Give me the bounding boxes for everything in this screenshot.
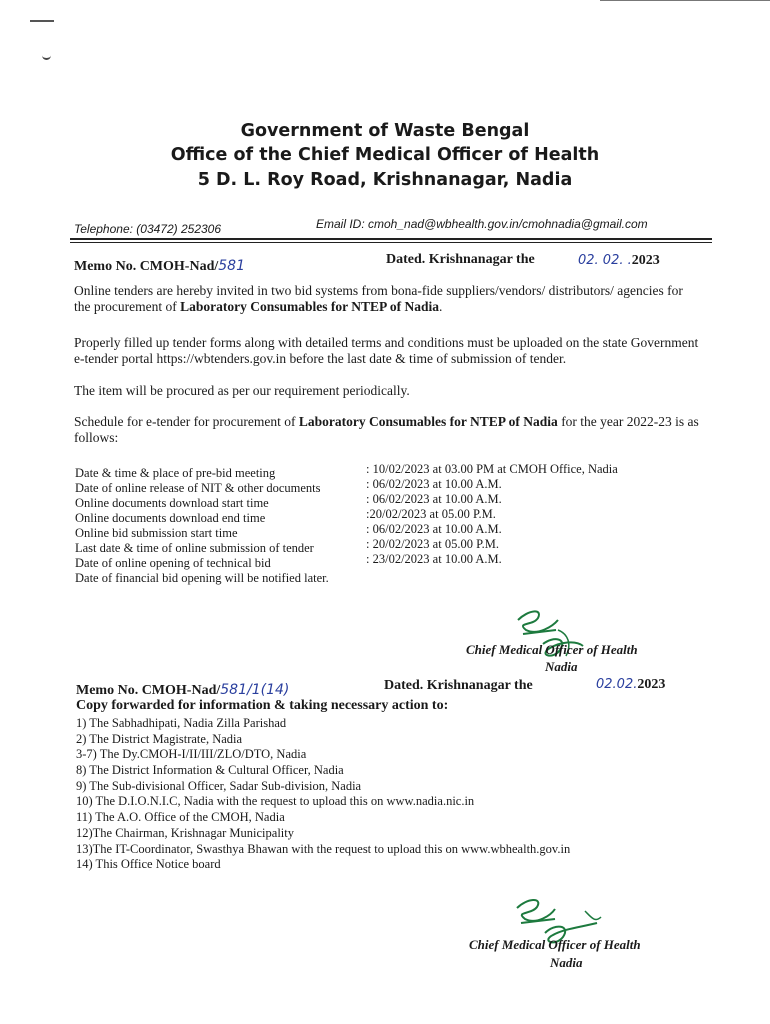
memo-prefix: Memo No. CMOH-Nad/ (74, 259, 219, 274)
p4-text: Schedule for e-tender for procurement of (74, 414, 299, 429)
p1-text: Online tenders are hereby invited in two bid systems from bona-fide suppliers/vendors/ distributors/ agencies for the procurement of (74, 283, 683, 314)
schedule-value: : 10/02/2023 at 03.00 PM at CMOH Office, Nadia (366, 462, 618, 476)
telephone: Telephone: (03472) 252306 (74, 222, 222, 236)
schedule-value: : 23/02/2023 at 10.00 A.M. (366, 552, 502, 566)
paragraph-procurement-note: The item will be procured as per our requirement periodically. (74, 383, 410, 398)
list-item: 10) The D.I.O.N.I.C, Nadia with the request to upload this on www.nadia.nic.in (76, 794, 475, 809)
memo-date-1 (578, 251, 660, 269)
schedule-label: Online documents download start time (75, 496, 269, 510)
paragraph-schedule-intro (74, 414, 702, 446)
schedule-value: : 20/02/2023 at 05.00 P.M. (366, 537, 499, 551)
list-item: 9) The Sub-divisional Officer, Sadar Sub-division, Nadia (76, 778, 362, 793)
schedule-value: :20/02/2023 at 05.00 P.M. (366, 507, 496, 521)
letterhead-line-1: Government of Waste Bengal (240, 121, 530, 141)
memo-number-handwritten: 581 (218, 258, 245, 274)
p4-end: for the year 2022-23 is as follows: (74, 414, 699, 445)
schedule-label: Online documents download end time (75, 511, 266, 525)
signature-title-2: Chief Medical Officer of Health (469, 937, 641, 952)
memo-date-label-1: Dated. Krishnanagar the (386, 252, 535, 267)
list-item: 8) The District Information & Cultural Officer, Nadia (76, 763, 344, 778)
list-item: 14) This Office Notice board (76, 857, 221, 872)
memo-date-2 (596, 675, 665, 693)
p4-item: Laboratory Consumables for NTEP of Nadia (298, 414, 558, 429)
scan-top-edge (600, 0, 770, 1)
schedule-label: Date of online release of NIT & other documents (75, 481, 321, 495)
signature-place-1: Nadia (545, 659, 578, 674)
scan-mark-line (30, 20, 54, 22)
schedule-label: Date & time & place of pre-bid meeting (75, 466, 276, 480)
schedule-label: Last date & time of online submission of tender (75, 541, 314, 555)
scan-mark-curve (42, 52, 51, 60)
recipient-list (76, 716, 570, 873)
list-item: 12)The Chairman, Krishnagar Municipality (76, 825, 294, 840)
list-item: 11) The A.O. Office of the CMOH, Nadia (76, 810, 285, 825)
schedule-value: : 06/02/2023 at 10.00 A.M. (366, 522, 502, 536)
schedule-value: : 06/02/2023 at 10.00 A.M. (366, 492, 502, 506)
schedule-label: Date of online opening of technical bid (75, 556, 271, 570)
schedule-label: Online bid submission start time (75, 526, 238, 540)
signature-place-2: Nadia (550, 955, 583, 970)
letterhead-line-3: 5 D. L. Roy Road, Krishnanagar, Nadia (197, 170, 573, 190)
memo-date-label-2: Dated. Krishnanagar the (384, 678, 533, 693)
header-divider-thick (70, 238, 712, 240)
memo-prefix: Memo No. CMOH-Nad/ (76, 683, 221, 698)
schedule-label: Date of financial bid opening will be notified later. (75, 571, 329, 585)
p1-end: . (439, 299, 443, 314)
schedule-value: : 06/02/2023 at 10.00 A.M. (366, 477, 502, 491)
date-year: 2023 (631, 253, 660, 268)
list-item: 1) The Sabhadhipati, Nadia Zilla Parishad (76, 716, 287, 730)
memo-number-1 (74, 258, 245, 275)
schedule-labels (75, 466, 329, 586)
memo-number-2 (76, 682, 289, 699)
email-address: Email ID: cmoh_nad@wbhealth.gov.in/cmohnadia@gmail.com (316, 217, 648, 231)
memo-number-handwritten: 581/1(14) (220, 682, 290, 698)
paragraph-upload-instructions: Properly filled up tender forms along with detailed terms and conditions must be uploaded on the state Government e-tender portal https://wbtenders.gov.in before the last date & time of submission of tender. (74, 335, 699, 366)
copy-forwarded-line: Copy forwarded for information & taking necessary action to: (76, 698, 449, 713)
schedule-values (366, 462, 618, 567)
list-item: 13)The IT-Coordinator, Swasthya Bhawan with the request to upload this on www.wbhealth.gov.in (76, 841, 571, 856)
list-item: 3-7) The Dy.CMOH-I/II/III/ZLO/DTO, Nadia (76, 747, 307, 762)
date-handwritten: 02. 02. . (578, 253, 632, 268)
p1-item: Laboratory Consumables for NTEP of Nadia (180, 299, 439, 314)
date-handwritten: 02.02. (596, 677, 638, 692)
header-divider-thin (70, 242, 712, 243)
letterhead-line-2: Office of the Chief Medical Officer of Health (170, 145, 600, 165)
date-year: 2023 (637, 677, 666, 692)
signature-title-1: Chief Medical Officer of Health (466, 642, 638, 657)
paragraph-invitation (74, 283, 702, 315)
list-item: 2) The District Magistrate, Nadia (76, 731, 243, 746)
